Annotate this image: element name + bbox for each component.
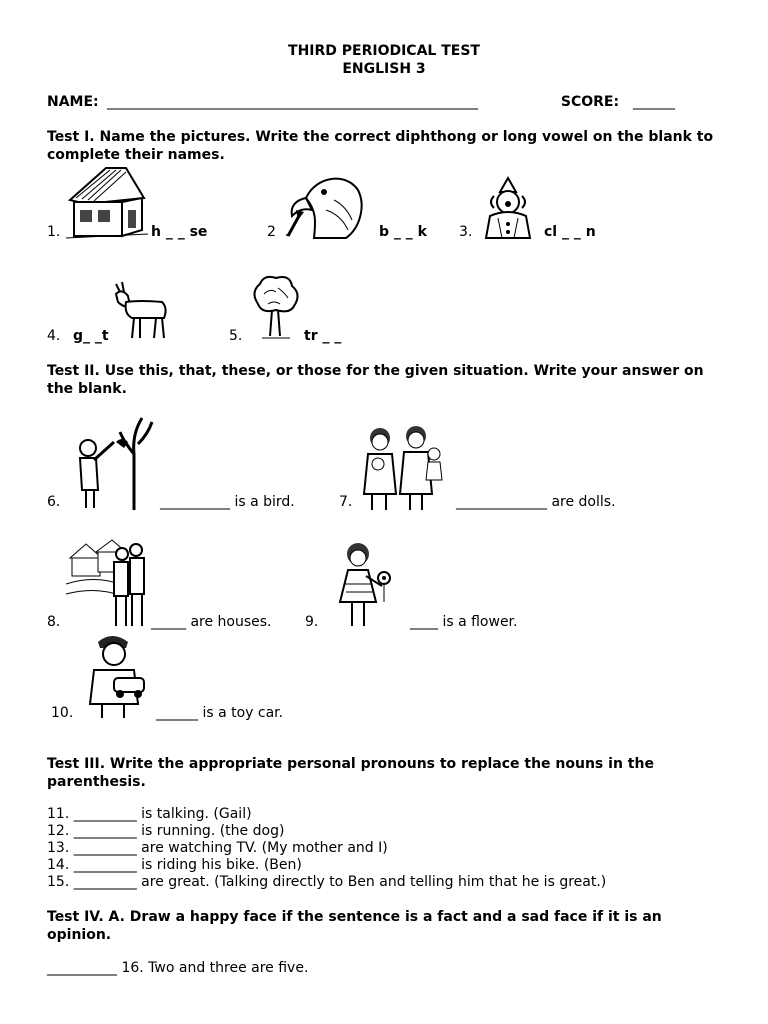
subject-title: ENGLISH 3	[342, 61, 426, 77]
score-blank[interactable]: ______	[633, 94, 675, 110]
test1-instruction: Test I. Name the pictures. Write the correct diphthong or long vowel on the blank to complete their names.	[47, 129, 714, 163]
beak-illustration	[286, 170, 366, 240]
girls-with-dolls-illustration	[358, 424, 452, 510]
girl-with-flower-illustration	[336, 540, 400, 628]
item-6-text[interactable]: __________ is a bird.	[160, 494, 295, 510]
item-7-text[interactable]: _____________ are dolls.	[456, 494, 616, 510]
boys-looking-at-houses-illustration	[66, 534, 148, 628]
boy-pointing-bird-illustration	[72, 414, 154, 510]
item-4-number: 4.	[47, 328, 61, 344]
item-9-number: 9.	[305, 614, 319, 630]
item-8-number: 8.	[47, 614, 61, 630]
item-4-word[interactable]: g_ _t	[73, 328, 109, 344]
item-9-text[interactable]: ____ is a flower.	[410, 614, 518, 630]
score-label: SCORE:	[556, 94, 624, 110]
boy-with-toy-car-illustration	[84, 630, 150, 720]
item-10-text[interactable]: ______ is a toy car.	[156, 705, 284, 721]
item-16[interactable]: __________ 16. Two and three are five.	[47, 960, 309, 976]
item-2-word[interactable]: b _ _ k	[379, 224, 427, 240]
tree-illustration	[250, 274, 300, 342]
name-blank[interactable]: _____________________________________________________	[107, 94, 478, 110]
test2-instruction: Test II. Use this, that, these, or those for the given situation. Write your answer on the blank.	[47, 363, 704, 397]
house-illustration	[66, 164, 148, 240]
item-2-number: 2 .	[267, 224, 290, 240]
name-label: NAME:	[47, 94, 104, 110]
test4-instruction: Test IV. A. Draw a happy face if the sentence is a fact and a sad face if it is an opinion.	[47, 909, 662, 943]
clown-illustration	[478, 176, 538, 240]
item-7-number: 7.	[339, 494, 353, 510]
item-3-number: 3.	[459, 224, 473, 240]
item-14[interactable]: 14. _________ is riding his bike. (Ben)	[47, 857, 302, 873]
item-10-number: 10.	[51, 705, 74, 721]
item-3-word[interactable]: cl _ _ n	[544, 224, 596, 240]
item-8-text[interactable]: _____ are houses.	[151, 614, 272, 630]
item-6-number: 6.	[47, 494, 61, 510]
item-11[interactable]: 11. _________ is talking. (Gail)	[47, 806, 252, 822]
item-13[interactable]: 13. _________ are watching TV. (My mother and I)	[47, 840, 388, 856]
test-title: THIRD PERIODICAL TEST	[288, 43, 480, 59]
item-12[interactable]: 12. _________ is running. (the dog)	[47, 823, 285, 839]
test3-instruction: Test III. Write the appropriate personal pronouns to replace the nouns in the parenthesis.	[47, 756, 654, 790]
item-1-number: 1.	[47, 224, 61, 240]
item-5-word[interactable]: tr _ _	[304, 328, 342, 344]
item-15[interactable]: 15. _________ are great. (Talking directly to Ben and telling him that he is great.)	[47, 874, 607, 890]
item-1-word[interactable]: h _ _ se	[151, 224, 208, 240]
item-5-number: 5.	[229, 328, 243, 344]
goat-illustration	[110, 278, 170, 340]
